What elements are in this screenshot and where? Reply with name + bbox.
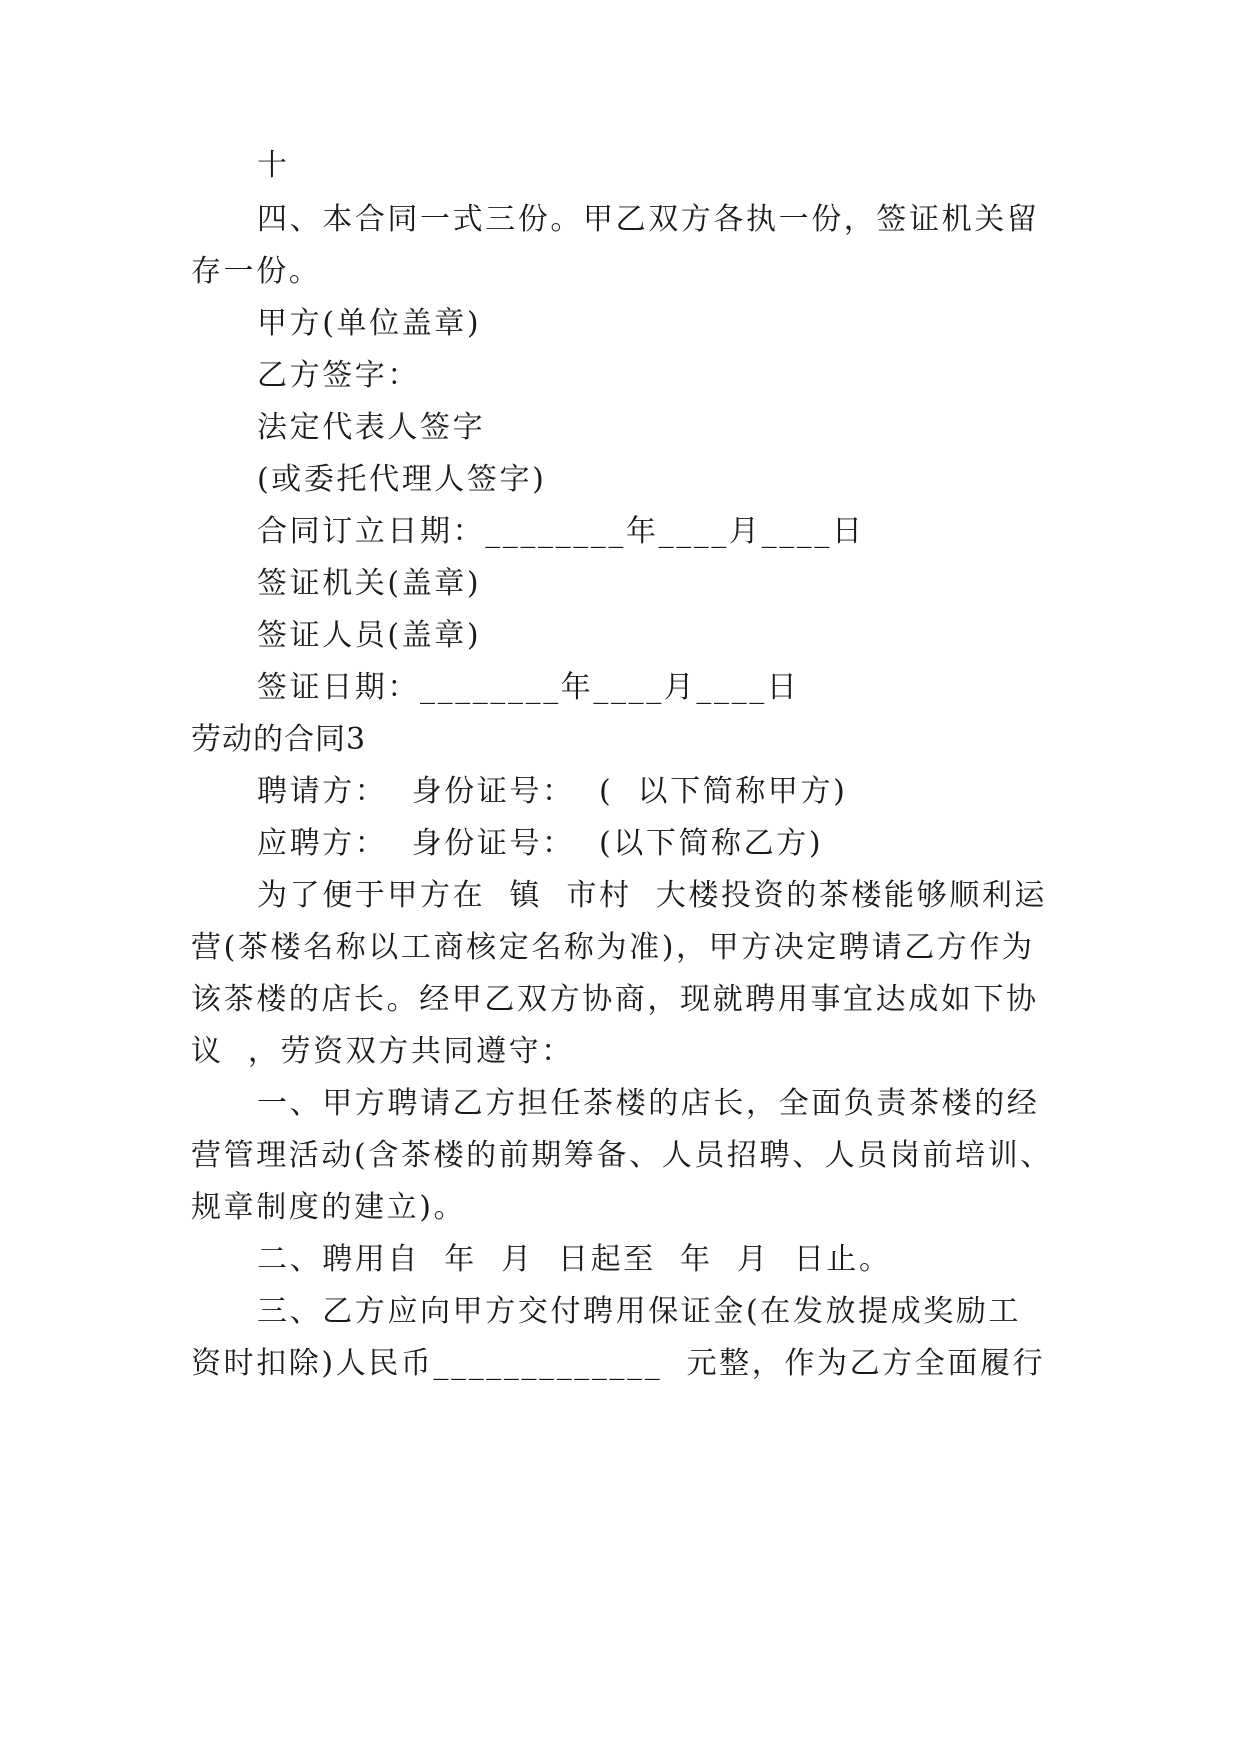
text-line: 为了便于甲方在 镇 市村 大楼投资的茶楼能够顺利运: [257, 878, 1048, 913]
section-title: 劳动的合同3: [191, 722, 367, 757]
text-line: 存一份。: [191, 254, 322, 289]
text-line: 签证机关(盖章): [257, 566, 482, 601]
text-line: 十: [257, 148, 290, 183]
text-line: 规章制度的建立)。: [191, 1190, 467, 1225]
text-line: 甲方(单位盖章): [257, 306, 482, 341]
text-line: 聘请方： 身份证号： ( 以下简称甲方): [257, 774, 848, 809]
text-line: 营(茶楼名称以工商核定名称为准)，甲方决定聘请乙方作为: [191, 930, 1035, 965]
text-line: 四、本合同一式三份。甲乙双方各执一份，签证机关留: [257, 202, 1040, 237]
text-line: 签证日期：________年____月____日: [257, 670, 800, 705]
text-line: 三、乙方应向甲方交付聘用保证金(在发放提成奖励工: [257, 1294, 1022, 1329]
text-line: 签证人员(盖章): [257, 618, 482, 653]
text-line: 乙方签字：: [257, 358, 420, 393]
text-line: 一、甲方聘请乙方担任茶楼的店长，全面负责茶楼的经: [257, 1086, 1040, 1121]
text-line: 合同订立日期：________年____月____日: [257, 514, 865, 549]
text-line: 议 ，劳资双方共同遵守：: [191, 1034, 574, 1069]
text-line: 法定代表人签字: [257, 410, 486, 445]
text-line: 该茶楼的店长。经甲乙双方协商，现就聘用事宜达成如下协: [191, 982, 1039, 1017]
text-line: 应聘方： 身份证号： (以下简称乙方): [257, 826, 824, 861]
text-line: 营管理活动(含茶楼的前期筹备、人员招聘、人员岗前培训、: [191, 1138, 1053, 1173]
text-line: (或委托代理人签字): [257, 462, 547, 497]
text-line: 资时扣除)人民币_____________ 元整，作为乙方全面履行: [191, 1346, 1046, 1381]
text-line: 二、聘用自 年 月 日起至 年 月 日止。: [257, 1242, 892, 1277]
